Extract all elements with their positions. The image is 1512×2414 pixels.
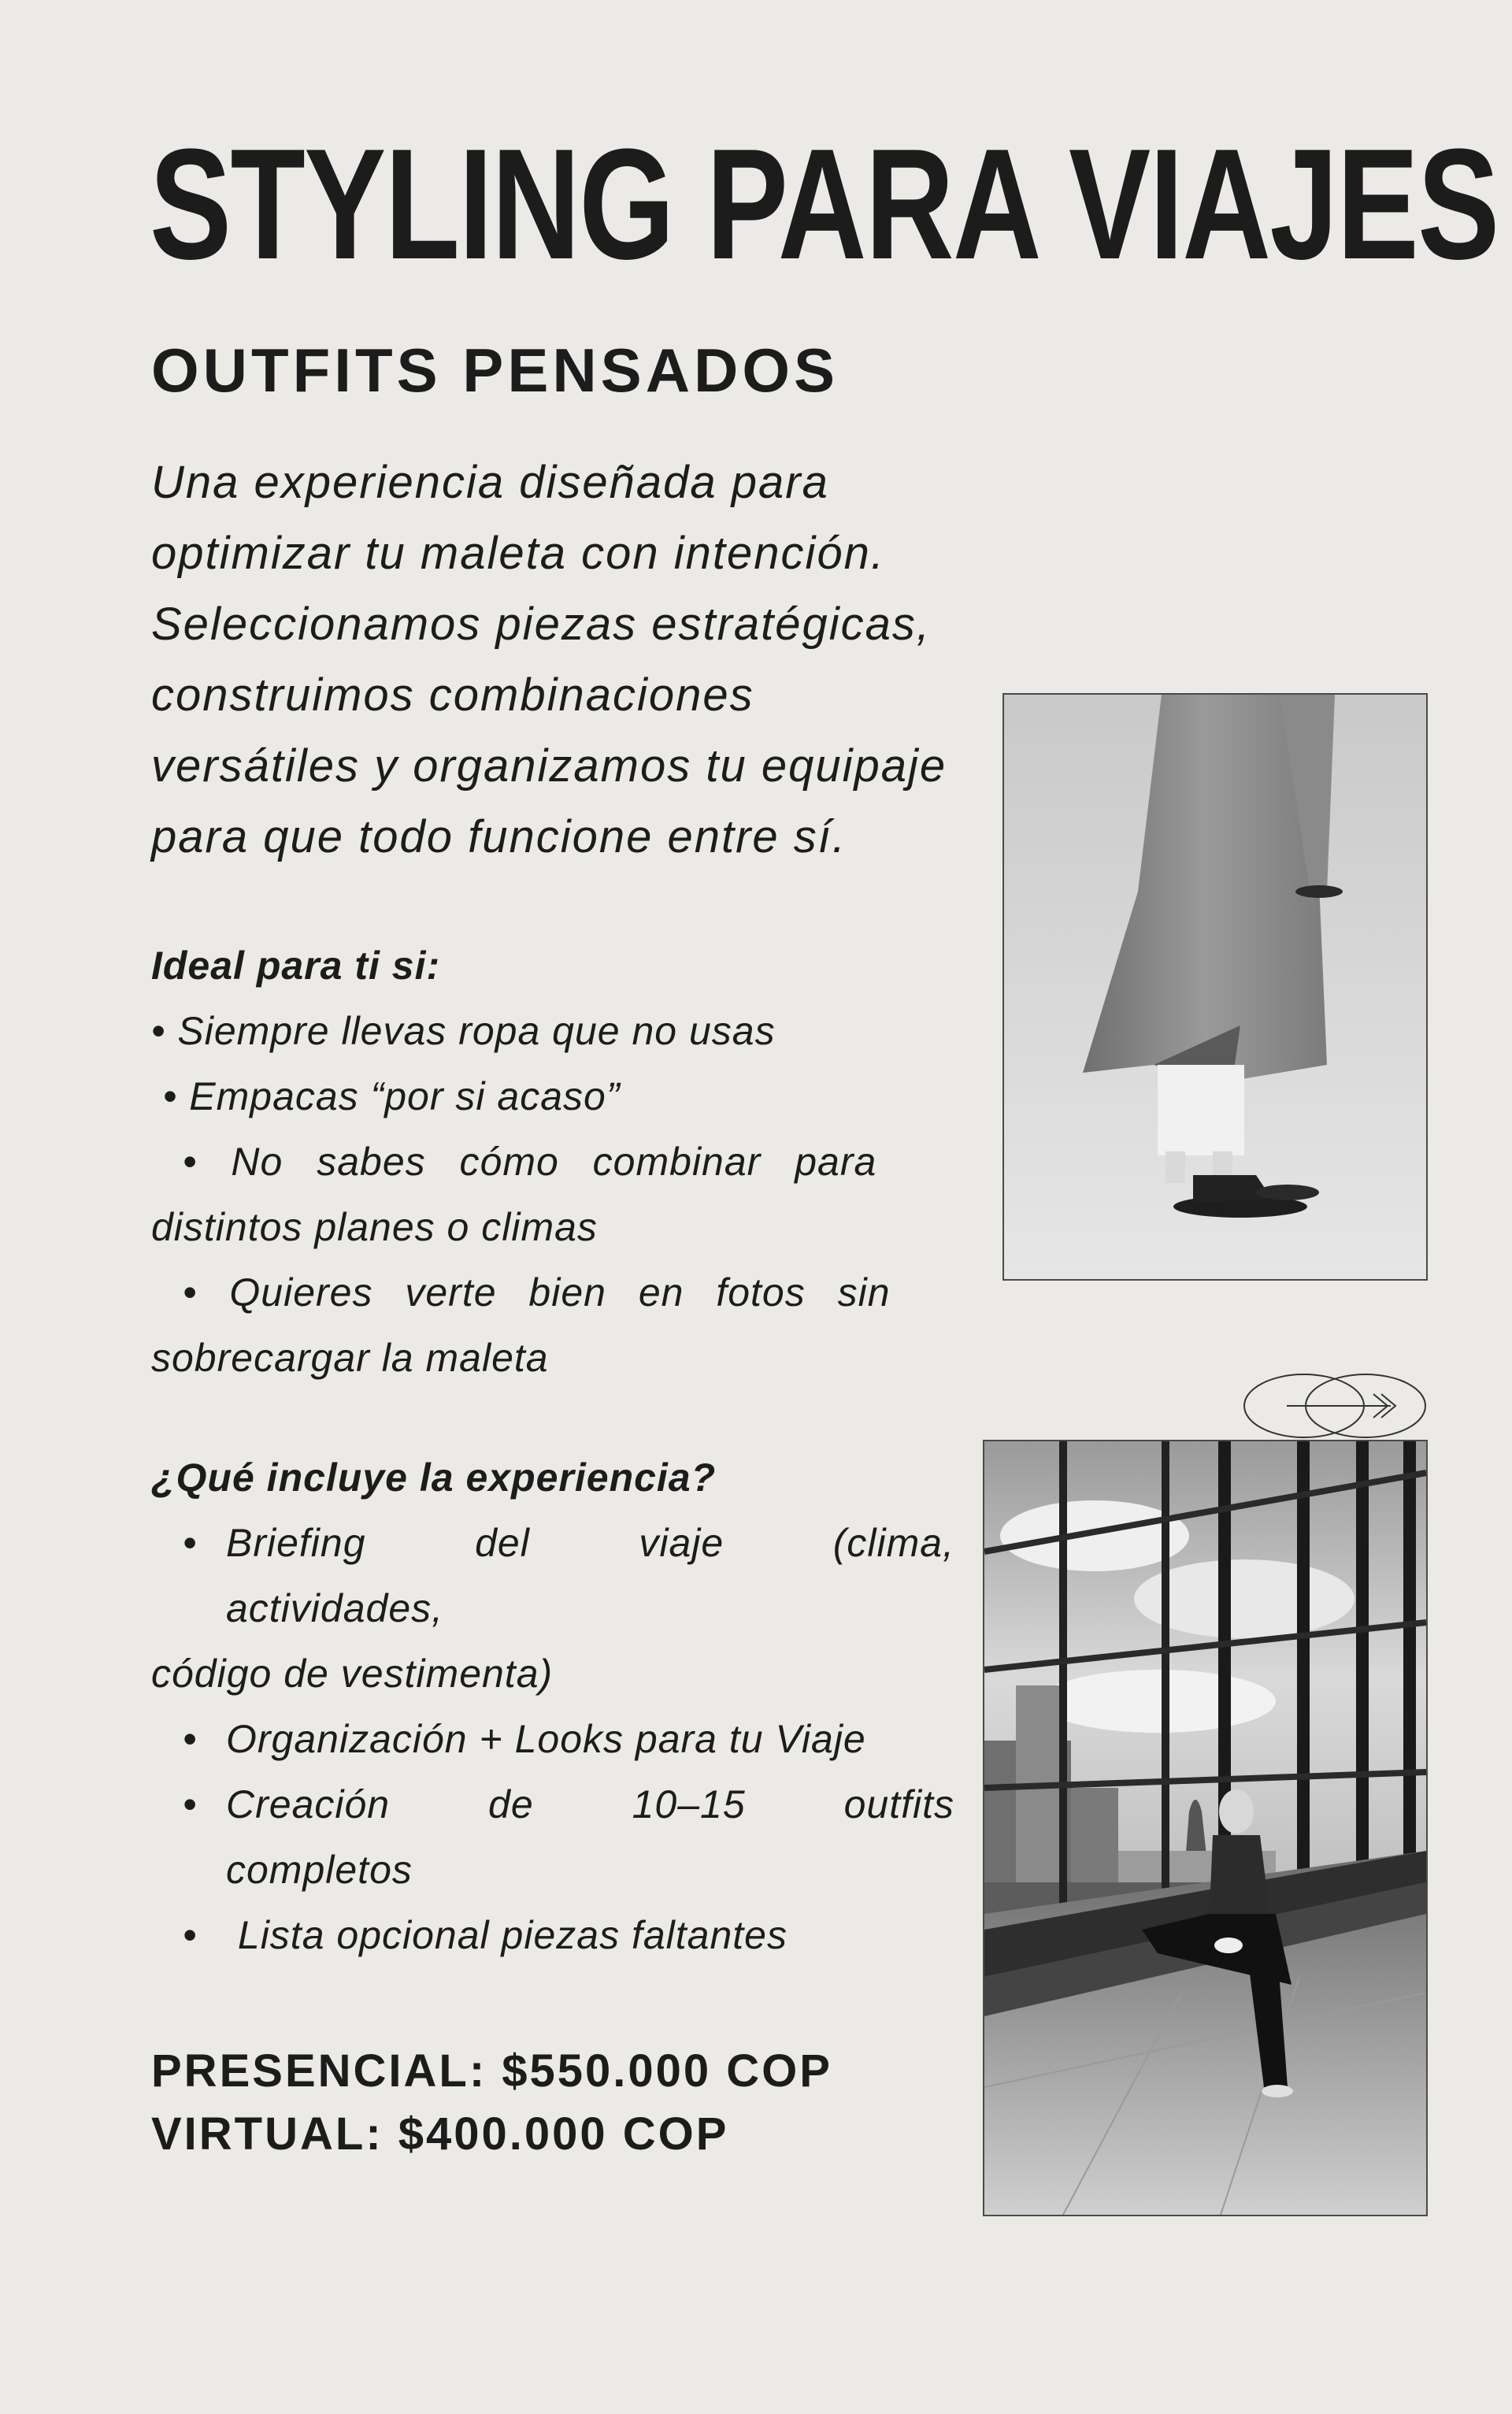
intro-line: Una experiencia diseñada para <box>151 457 829 508</box>
bullet: • <box>183 1913 198 1957</box>
incluye-section <box>151 1445 954 1968</box>
word: del <box>475 1521 530 1565</box>
word: Creación <box>226 1782 391 1826</box>
list-item-line <box>226 1772 954 1837</box>
price-presencial: PRESENCIAL: $550.000 COP <box>151 2045 832 2097</box>
ideal-item: distintos planes o climas <box>151 1205 598 1249</box>
ideal-item: • Siempre llevas ropa que no usas <box>151 1009 776 1053</box>
list-item <box>151 1772 954 1903</box>
ideal-heading: Ideal para ti si: <box>151 944 441 988</box>
intro-line: construimos combinaciones <box>151 669 754 721</box>
incluye-heading: ¿Qué incluye la experiencia? <box>151 1455 717 1500</box>
bullet: • <box>183 1717 198 1761</box>
list-item <box>151 1511 954 1641</box>
list-item-text: Organización + Looks para tu Viaje <box>226 1717 866 1761</box>
ideal-item-words: • Quieres verte bien en fotos sin <box>183 1270 891 1315</box>
ideal-section <box>151 933 954 1391</box>
intro-paragraph <box>151 447 1010 873</box>
word: de <box>488 1782 534 1826</box>
ideal-item: • Empacas “por si acaso” <box>151 1074 621 1118</box>
ideal-item: sobrecargar la maleta <box>151 1336 549 1380</box>
list-item-text: Lista opcional piezas faltantes <box>226 1913 788 1957</box>
word: Briefing <box>226 1521 366 1565</box>
photo-woman-window-graphic <box>984 1441 1426 2215</box>
list-item <box>151 1903 954 1968</box>
subtitle: OUTFITS PENSADOS <box>151 336 839 405</box>
intro-line: versátiles y organizamos tu equipaje <box>151 740 947 792</box>
list-item-line <box>226 1511 954 1576</box>
list-item <box>151 1707 954 1772</box>
intro-line: optimizar tu maleta con intención. <box>151 528 885 579</box>
list-item-line: actividades, <box>226 1586 444 1630</box>
price-virtual: VIRTUAL: $400.000 COP <box>151 2108 729 2160</box>
bullet: • <box>183 1521 198 1565</box>
bullet: • <box>183 1782 198 1826</box>
word: outfits <box>843 1782 954 1826</box>
photo-coat-sandals-graphic <box>1004 695 1426 1279</box>
word: 10–15 <box>632 1782 746 1826</box>
list-item-line: completos <box>226 1848 413 1892</box>
intro-line: Seleccionamos piezas estratégicas, <box>151 599 932 650</box>
intro-line: para que todo funcione entre sí. <box>151 811 847 862</box>
ideal-item-spread <box>151 1260 954 1326</box>
word: viaje <box>639 1521 724 1565</box>
photo-woman-window <box>983 1440 1428 2216</box>
double-ellipse-arrow-icon <box>1241 1370 1429 1441</box>
prices <box>151 2040 832 2166</box>
list-item-line: código de vestimenta) <box>151 1652 554 1696</box>
photo-coat-sandals <box>1002 693 1428 1281</box>
ideal-item-words: • No sabes cómo combinar para <box>183 1140 877 1184</box>
word: (clima, <box>832 1521 954 1565</box>
page-title: STYLING PARA VIAJES <box>150 117 1499 292</box>
ideal-item-spread <box>151 1129 954 1195</box>
